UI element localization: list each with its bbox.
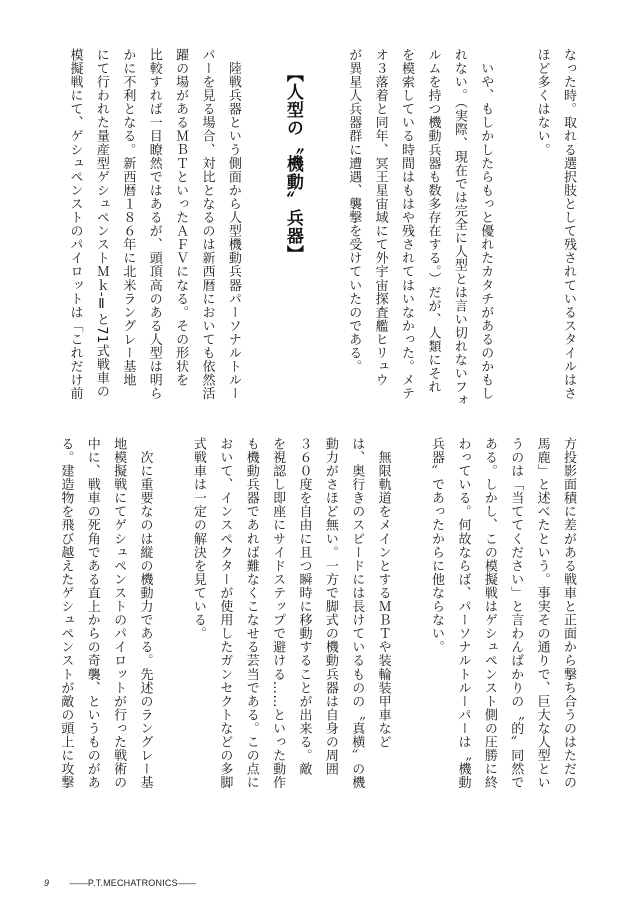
- text-line: なった時。取れる選択肢として残されているスタイルはさ: [561, 48, 576, 401]
- lower-text-tier: [52, 437, 581, 847]
- text-line: も機動兵器であれば難なくこなせる芸当である。この点に: [243, 437, 259, 790]
- text-line: 模擬戦にて、ゲシュペンストのパイロットは「これだけ前: [67, 48, 83, 401]
- page-number: 9: [44, 878, 50, 888]
- text-line: れない。（実際、現在では完全に人型とは言い切れないフォ: [451, 48, 467, 408]
- paragraph-gap: [246, 48, 276, 403]
- text-line: 方投影面積に差がある戦車と正面から撃ち合うのはただの: [561, 437, 576, 790]
- paragraph-gap: [498, 48, 528, 403]
- text-line: わっている。何故ならば、パーソナルトルーパーは〝機動: [455, 437, 471, 790]
- page-footer: [44, 878, 196, 888]
- text-line: を視認し即座にサイドステップで避ける……といった動作: [270, 437, 286, 790]
- upper-text-tier: [61, 48, 581, 408]
- text-line: 比較すれば一目瞭然ではあるが、頭頂高のある人型は明ら: [146, 48, 162, 401]
- text-line: ある。しかし、この模擬戦はゲシュペンスト側の圧勝に終: [481, 437, 497, 790]
- text-line: が異星人兵器群に遭遇、襲撃を受けていたのである。: [346, 48, 362, 374]
- paragraph-gap: [310, 48, 340, 403]
- text-line: る。建造物を飛び越えたゲシュペンストが敵の頭上に攻撃: [58, 437, 74, 790]
- text-line: 躍の場があるＭＢＴといったＡＦＶになる。その形状を: [173, 48, 189, 387]
- text-line: 兵器〟であったからに他ならない。: [429, 437, 445, 654]
- text-line: ほど多くはない。: [534, 48, 550, 157]
- section-heading: 【人型の〝機動〟兵器】: [282, 65, 303, 263]
- text-line: にて行われた量産型ゲシュペンストＭｋ-Ⅱと71式戦車の: [93, 48, 109, 399]
- text-line: オ３落着と同年、冥王星宙域にて外宇宙探査艦ヒリュウ: [372, 48, 388, 387]
- text-line: を模索している時間はもはや残されてはいなかった。メテ: [399, 48, 415, 401]
- text-line: ルムを持つ機動兵器も数多存在する。）だが、人類にそれ: [425, 48, 441, 394]
- text-line: 陸戦兵器という側面から人型機動兵器パーソナルトルー: [225, 48, 241, 401]
- text-line: パーを見る場合、対比となるのは新西暦においても依然活: [199, 48, 215, 401]
- text-line: うのは「当ててください」と言わんばかりの〝的〟同然で: [508, 437, 524, 790]
- paragraph-gap: [396, 437, 423, 847]
- text-line: 馬鹿」と述べたという。事実その通りで、巨大な人型とい: [534, 437, 550, 790]
- paragraph-gap: [158, 437, 185, 847]
- text-line: 次に重要なのは縦の機動力である。先述のラングレー基: [137, 437, 153, 790]
- text-line: 無限軌道をメインとするＭＢＴや装輪装甲車など: [375, 437, 391, 749]
- text-line: 中に、戦車の死角である直上からの奇襲、というものがあ: [84, 437, 100, 790]
- text-line: 地模擬戦にてゲシュペンストのパイロットが行った戦術の: [111, 437, 127, 790]
- text-line: 式戦車は一定の解決を見ている。: [190, 437, 206, 641]
- text-line: ３６０度を自由に且つ瞬時に移動することが出来る。敵: [296, 437, 312, 776]
- text-line: おいて、インスペクターが使用したガンセクトなどの多脚: [217, 437, 233, 790]
- running-title: ——P.T.MECHATRONICS——: [69, 878, 197, 888]
- text-line: かに不利となる。新西暦１８６年に北米ラングレー基地: [120, 48, 136, 387]
- text-line: は、奥行きのスピードには長けているものの〝真横〟の機: [349, 437, 365, 790]
- text-line: いや、もしかしたらもっと優れたカタチがあるのかもし: [478, 48, 494, 401]
- text-line: 動力がさほど無い。一方で脚式の機動兵器は自身の周囲: [322, 437, 338, 776]
